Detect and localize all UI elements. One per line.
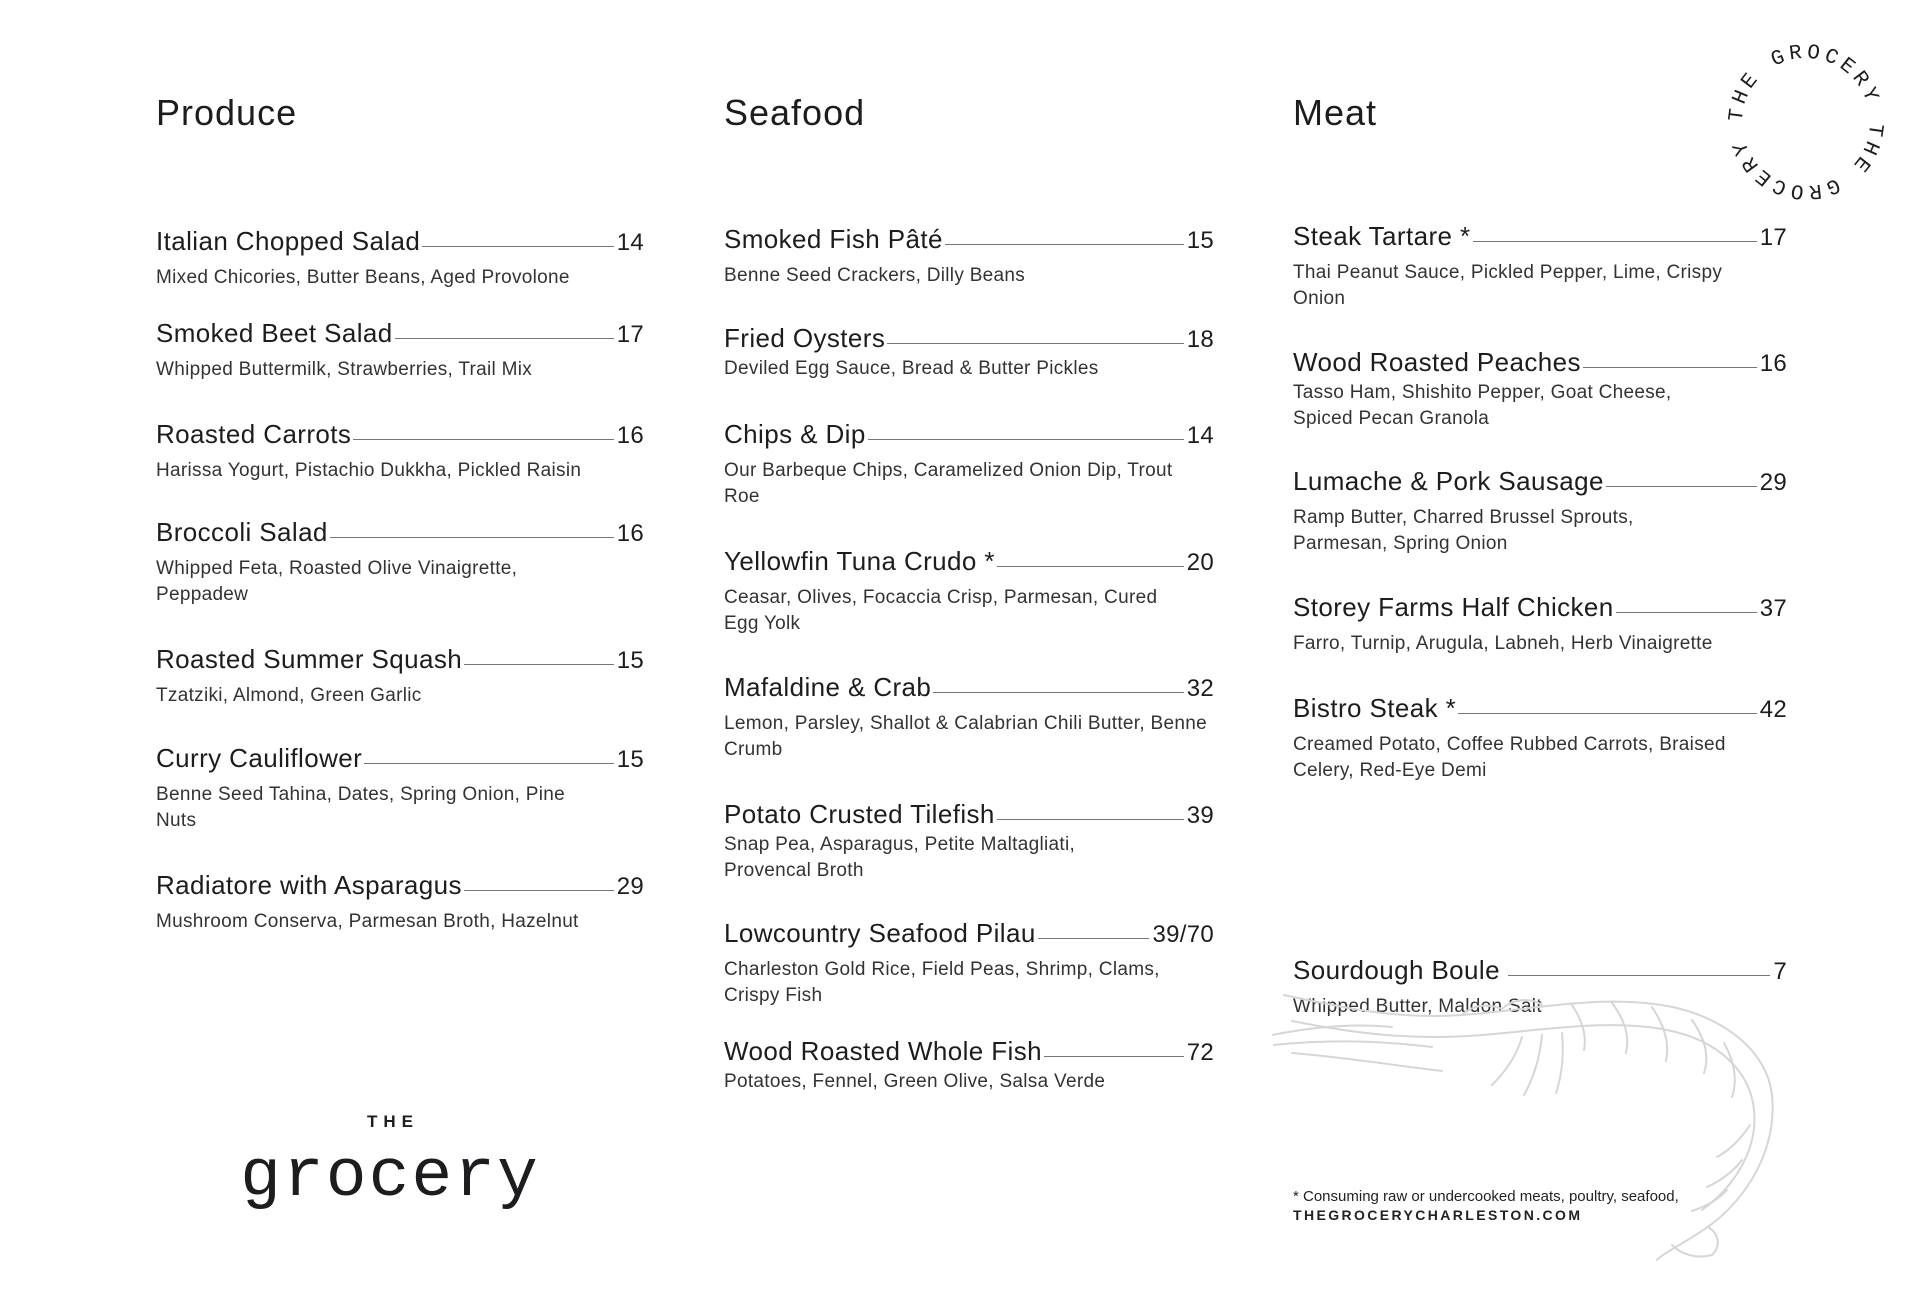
leader-line: [464, 664, 614, 665]
menu-item: [156, 870, 644, 935]
item-description: Deviled Egg Sauce, Bread & Butter Pickles: [724, 358, 1099, 379]
item-name: Yellowfin Tuna Crudo *: [724, 546, 995, 576]
leader-line: [330, 537, 614, 538]
item-description: Whipped Buttermilk, Strawberries, Trail Mix: [156, 359, 533, 380]
item-name: Bistro Steak *: [1293, 693, 1457, 723]
item-name: Mafaldine & Crab: [724, 672, 932, 702]
menu-item: [1293, 347, 1787, 432]
item-price: 15: [616, 746, 644, 773]
item-name: Lumache & Pork Sausage: [1293, 466, 1604, 496]
item-description: Benne Seed Tahina, Dates, Spring Onion, Pine Nuts: [156, 784, 565, 831]
leader-line: [997, 566, 1184, 567]
menu-item: [724, 224, 1214, 289]
menu-item: [156, 318, 644, 383]
item-description: Tasso Ham, Shishito Pepper, Goat Cheese, Spiced Pecan Granola: [1293, 382, 1672, 429]
leader-line: [1458, 713, 1757, 714]
item-description: Ceasar, Olives, Focaccia Crisp, Parmesan, Cured Egg Yolk: [724, 587, 1158, 634]
menu-item: [1293, 592, 1787, 657]
menu-item: [724, 419, 1214, 510]
item-name: Roasted Carrots: [156, 419, 352, 449]
item-name: Sourdough Boule: [1293, 955, 1500, 985]
menu-item: [724, 799, 1214, 884]
leader-line: [464, 890, 614, 891]
item-description: Farro, Turnip, Arugula, Labneh, Herb Vinaigrette: [1293, 633, 1713, 654]
website-url: THEGROCERYCHARLESTON.COM: [1293, 1207, 1583, 1223]
item-name: Wood Roasted Peaches: [1293, 347, 1581, 377]
item-description: Harissa Yogurt, Pistachio Dukkha, Pickled Raisin: [156, 460, 582, 481]
item-name: Roasted Summer Squash: [156, 644, 463, 674]
produce-title: Produce: [156, 92, 298, 133]
leader-line: [945, 244, 1184, 245]
item-price: 42: [1759, 696, 1787, 723]
leader-line: [1616, 612, 1757, 613]
menu-item: [724, 323, 1214, 382]
menu-item: [724, 1036, 1214, 1095]
menu-item: [724, 672, 1214, 763]
item-price: 32: [1186, 675, 1214, 702]
item-price: 14: [616, 229, 644, 256]
item-description: Whipped Feta, Roasted Olive Vinaigrette, Peppadew: [156, 558, 518, 605]
item-description: Snap Pea, Asparagus, Petite Maltagliati, Provencal Broth: [724, 834, 1076, 881]
item-price: 7: [1773, 958, 1787, 985]
footer-note: [1293, 1188, 1813, 1223]
item-price: 15: [616, 647, 644, 674]
item-price: 37: [1759, 595, 1787, 622]
menu-item: [156, 419, 644, 484]
item-description: Potatoes, Fennel, Green Olive, Salsa Verde: [724, 1071, 1106, 1092]
seal-text: THE GROCERY THE GROCERY: [1725, 41, 1887, 203]
logo-the-text: THE: [367, 1112, 419, 1131]
item-name: Italian Chopped Salad: [156, 226, 421, 256]
item-name: Fried Oysters: [724, 323, 886, 353]
item-description: Charleston Gold Rice, Field Peas, Shrimp, Clams, Crispy Fish: [724, 959, 1160, 1006]
item-name: Radiatore with Asparagus: [156, 870, 462, 900]
leader-line: [1583, 367, 1757, 368]
item-price: 17: [1759, 224, 1787, 251]
item-price: 17: [616, 321, 644, 348]
item-description: Thai Peanut Sauce, Pickled Pepper, Lime, Crispy Onion: [1293, 262, 1723, 309]
leader-line: [1038, 938, 1150, 939]
logo-grocery-text: grocery: [240, 1139, 540, 1216]
item-price: 14: [1186, 422, 1214, 449]
item-description: Tzatziki, Almond, Green Garlic: [156, 685, 422, 706]
menu-item: [724, 918, 1214, 1009]
leader-line: [1044, 1056, 1184, 1057]
menu-item: [156, 743, 644, 834]
item-name: Storey Farms Half Chicken: [1293, 592, 1614, 622]
menu-item: [156, 644, 644, 709]
leader-line: [395, 338, 614, 339]
consumption-disclaimer: * Consuming raw or undercooked meats, poultry, seafood,: [1293, 1188, 1679, 1205]
leader-line: [422, 246, 613, 247]
item-description: Mixed Chicories, Butter Beans, Aged Provolone: [156, 267, 570, 288]
item-price: 39: [1186, 802, 1214, 829]
menu-item: [1293, 693, 1787, 784]
item-description: Lemon, Parsley, Shallot & Calabrian Chili Butter, Benne Crumb: [724, 713, 1207, 760]
item-name: Potato Crusted Tilefish: [724, 799, 995, 829]
item-name: Curry Cauliflower: [156, 743, 363, 773]
item-name: Wood Roasted Whole Fish: [724, 1036, 1042, 1066]
leader-line: [353, 439, 613, 440]
item-price: 72: [1186, 1039, 1214, 1066]
leader-line: [1473, 241, 1757, 242]
meat-title: Meat: [1293, 92, 1378, 133]
menu-item: [1293, 221, 1787, 312]
leader-line: [364, 763, 614, 764]
item-description: Ramp Butter, Charred Brussel Sprouts, Parmesan, Spring Onion: [1293, 507, 1634, 554]
item-name: Steak Tartare *: [1293, 221, 1471, 251]
leader-line: [887, 343, 1183, 344]
item-price: 16: [1759, 350, 1787, 377]
item-description: Mushroom Conserva, Parmesan Broth, Hazelnut: [156, 911, 579, 932]
item-price: 29: [1759, 469, 1787, 496]
seafood-title: Seafood: [724, 92, 866, 133]
item-price: 29: [616, 873, 644, 900]
item-description: Benne Seed Crackers, Dilly Beans: [724, 265, 1026, 286]
item-description: Whipped Butter, Maldon Salt: [1293, 996, 1542, 1017]
menu-item: [156, 226, 644, 291]
item-name: Lowcountry Seafood Pilau: [724, 918, 1036, 948]
item-price: 16: [616, 422, 644, 449]
grocery-wordmark-logo: [230, 1112, 550, 1218]
menu-item: [724, 546, 1214, 637]
item-price: 15: [1186, 227, 1214, 254]
circular-logo-seal: [1722, 38, 1890, 206]
leader-line: [1606, 486, 1757, 487]
item-name: Smoked Fish Pâté: [724, 224, 943, 254]
menu-item: [156, 517, 644, 608]
item-description: Creamed Potato, Coffee Rubbed Carrots, Braised Celery, Red-Eye Demi: [1293, 734, 1726, 781]
item-price: 18: [1186, 326, 1214, 353]
menu-item: [1293, 466, 1787, 557]
item-name: Chips & Dip: [724, 419, 866, 449]
item-description: Our Barbeque Chips, Caramelized Onion Dip, Trout Roe: [724, 460, 1173, 507]
item-price: 39/70: [1152, 921, 1214, 948]
leader-line: [933, 692, 1183, 693]
item-price: 16: [616, 520, 644, 547]
item-name: Smoked Beet Salad: [156, 318, 393, 348]
leader-line: [868, 439, 1184, 440]
leader-line: [997, 819, 1184, 820]
item-price: 20: [1186, 549, 1214, 576]
item-name: Broccoli Salad: [156, 517, 328, 547]
